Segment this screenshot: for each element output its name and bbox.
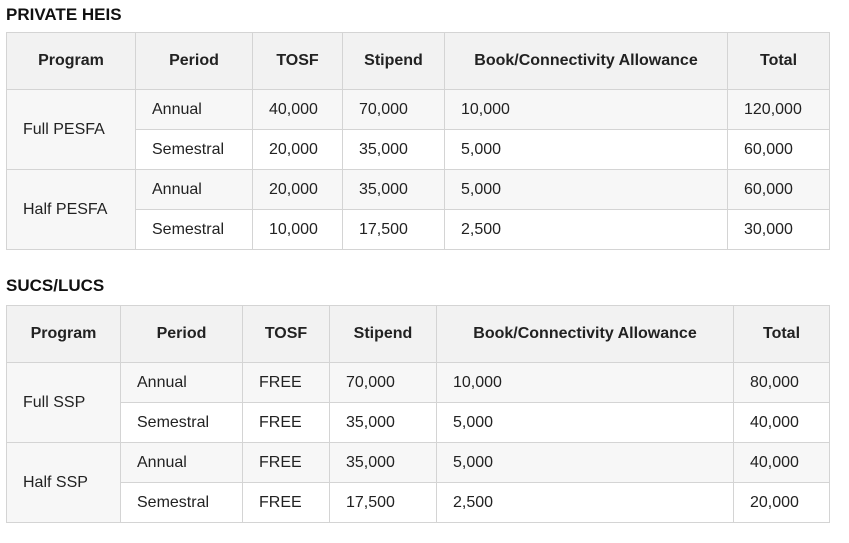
private-heis-table <box>6 32 830 250</box>
tosf-cell: FREE <box>243 443 330 483</box>
table-row <box>7 443 830 483</box>
column-header-allowance: Book/Connectivity Allowance <box>445 33 728 90</box>
allowance-cell: 5,000 <box>445 170 728 210</box>
period-cell: Annual <box>121 363 243 403</box>
tosf-cell: 20,000 <box>253 170 343 210</box>
allowance-cell: 2,500 <box>445 210 728 250</box>
allowance-cell: 5,000 <box>437 403 734 443</box>
allowance-cell: 5,000 <box>445 130 728 170</box>
tosf-cell: FREE <box>243 483 330 523</box>
period-cell: Semestral <box>121 483 243 523</box>
allowance-cell: 10,000 <box>445 90 728 130</box>
period-cell: Semestral <box>121 403 243 443</box>
tosf-cell: FREE <box>243 403 330 443</box>
table-row <box>7 483 830 523</box>
column-header-period: Period <box>121 306 243 363</box>
tosf-cell: 10,000 <box>253 210 343 250</box>
column-header-program: Program <box>7 33 136 90</box>
stipend-cell: 35,000 <box>330 403 437 443</box>
column-header-total: Total <box>728 33 830 90</box>
table-row <box>7 90 830 130</box>
stipend-cell: 17,500 <box>330 483 437 523</box>
period-cell: Semestral <box>136 130 253 170</box>
sucs-lucs-table <box>6 305 830 523</box>
total-cell: 120,000 <box>728 90 830 130</box>
column-header-stipend: Stipend <box>330 306 437 363</box>
program-cell: Half SSP <box>7 443 121 523</box>
period-cell: Semestral <box>136 210 253 250</box>
stipend-cell: 35,000 <box>330 443 437 483</box>
stipend-cell: 17,500 <box>343 210 445 250</box>
column-header-stipend: Stipend <box>343 33 445 90</box>
tosf-cell: 20,000 <box>253 130 343 170</box>
program-cell: Half PESFA <box>7 170 136 250</box>
total-cell: 60,000 <box>728 170 830 210</box>
stipend-cell: 70,000 <box>330 363 437 403</box>
period-cell: Annual <box>136 170 253 210</box>
table-row <box>7 363 830 403</box>
period-cell: Annual <box>136 90 253 130</box>
table-row <box>7 170 830 210</box>
table-row <box>7 403 830 443</box>
program-cell: Full PESFA <box>7 90 136 170</box>
tosf-cell: 40,000 <box>253 90 343 130</box>
column-header-period: Period <box>136 33 253 90</box>
stipend-cell: 35,000 <box>343 170 445 210</box>
column-header-total: Total <box>734 306 830 363</box>
total-cell: 80,000 <box>734 363 830 403</box>
column-header-tosf: TOSF <box>253 33 343 90</box>
allowance-cell: 5,000 <box>437 443 734 483</box>
program-cell: Full SSP <box>7 363 121 443</box>
total-cell: 20,000 <box>734 483 830 523</box>
section-title-private-heis: PRIVATE HEIS <box>6 5 122 24</box>
section-title-sucs-lucs: SUCS/LUCS <box>6 276 105 295</box>
total-cell: 40,000 <box>734 403 830 443</box>
period-cell: Annual <box>121 443 243 483</box>
column-header-tosf: TOSF <box>243 306 330 363</box>
allowance-cell: 2,500 <box>437 483 734 523</box>
tosf-cell: FREE <box>243 363 330 403</box>
table-header-row <box>7 306 830 363</box>
stipend-cell: 70,000 <box>343 90 445 130</box>
column-header-allowance: Book/Connectivity Allowance <box>437 306 734 363</box>
total-cell: 30,000 <box>728 210 830 250</box>
table-header-row <box>7 33 830 90</box>
column-header-program: Program <box>7 306 121 363</box>
allowance-cell: 10,000 <box>437 363 734 403</box>
total-cell: 40,000 <box>734 443 830 483</box>
total-cell: 60,000 <box>728 130 830 170</box>
stipend-cell: 35,000 <box>343 130 445 170</box>
